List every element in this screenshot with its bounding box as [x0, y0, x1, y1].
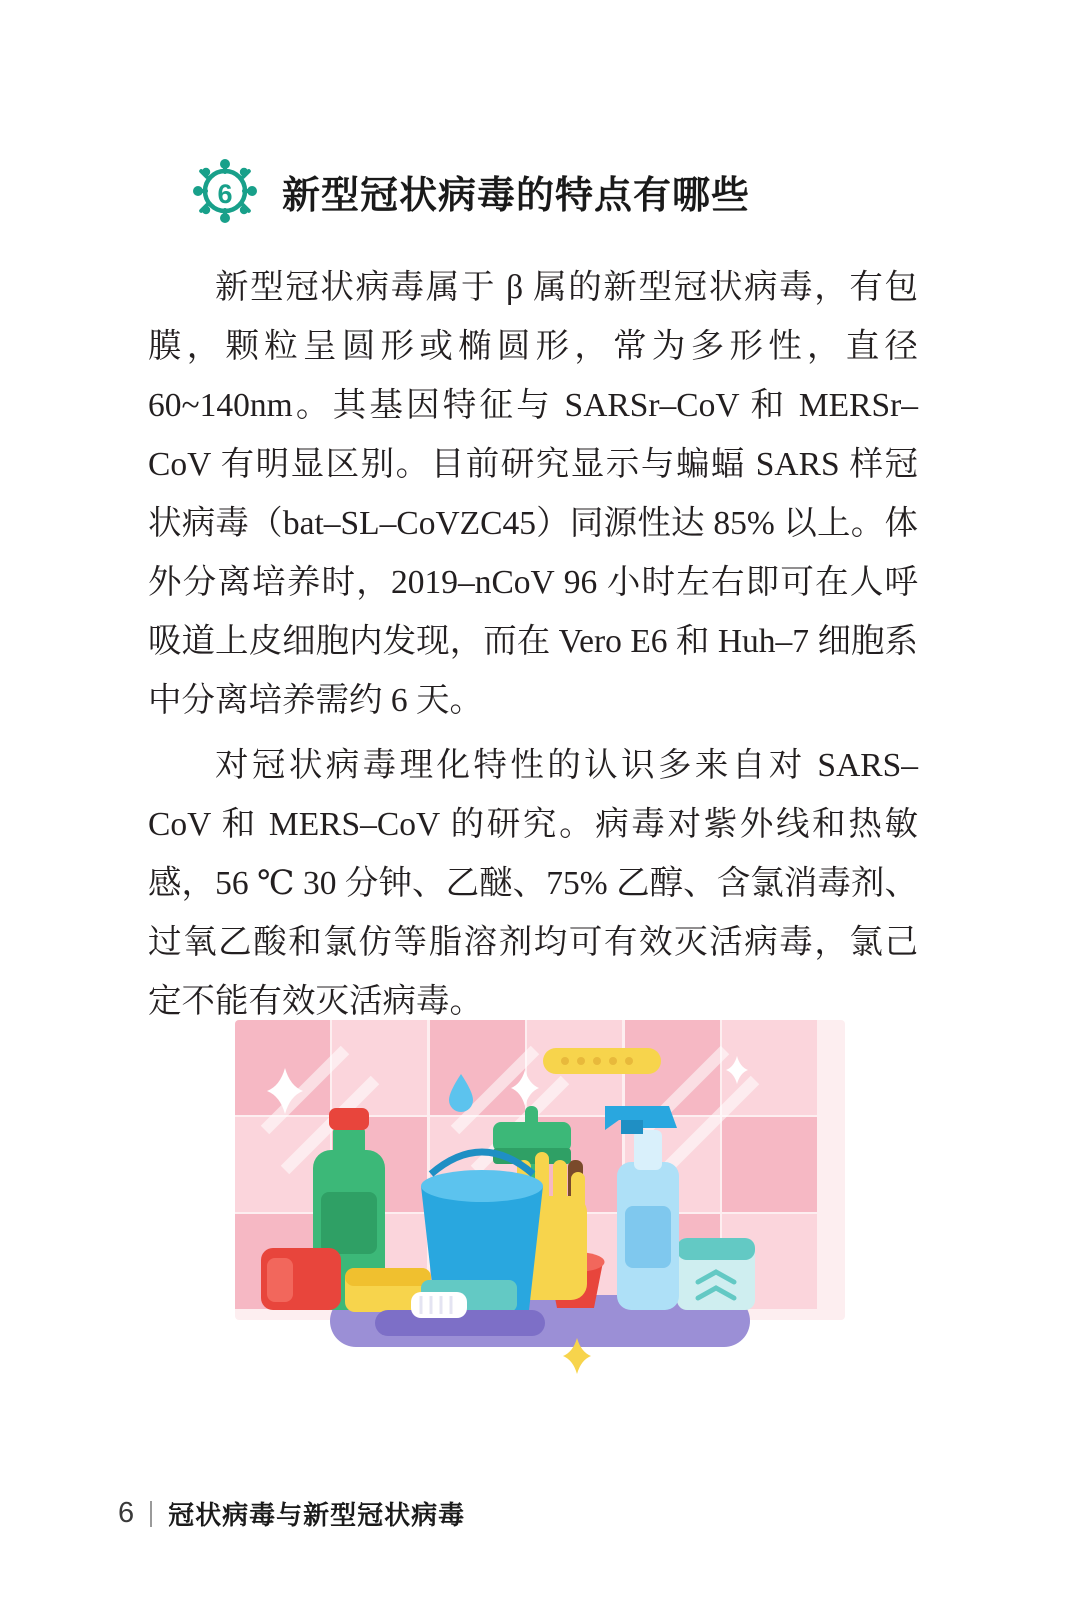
- paragraph-2: 对冠状病毒理化特性的认识多来自对 SARS–CoV 和 MERS–CoV 的研究。病毒对紫外线和热敏感，56 ℃ 30 分钟、乙醚、75% 乙醇、含氯消毒剂、过氧乙酸和氯仿等脂溶剂均可有效灭活病毒，氯己定不能有效灭活病毒。: [148, 747, 918, 1020]
- virus-icon: [186, 152, 264, 230]
- footer-page-number: 6: [118, 1497, 135, 1529]
- body-text: [148, 258, 918, 1037]
- section-heading: [186, 152, 750, 230]
- cleaning-supplies-illustration: [225, 1010, 855, 1385]
- section-number: 6: [217, 179, 233, 209]
- page-footer: [118, 1495, 465, 1532]
- footer-divider: [150, 1501, 152, 1527]
- page-title: 新型冠状病毒的特点有哪些: [282, 174, 751, 217]
- paragraph-1: 新型冠状病毒属于 β 属的新型冠状病毒，有包膜，颗粒呈圆形或椭圆形，常为多形性，直径 60~140nm。其基因特征与 SARSr–CoV 和 MERSr–CoV 有明显区别。目前研究显示与蝙蝠 SARS 样冠状病毒（bat–SL–CoVZC45）同源性达 85% 以上。体外分离培养时，2019–nCoV 96 小时左右即可在人呼吸道上皮细胞内发现，而在 Vero E6 和 Huh–7 细胞系中分离培养需约 6 天。: [148, 269, 918, 719]
- footer-section-label: 冠状病毒与新型冠状病毒: [168, 1500, 466, 1530]
